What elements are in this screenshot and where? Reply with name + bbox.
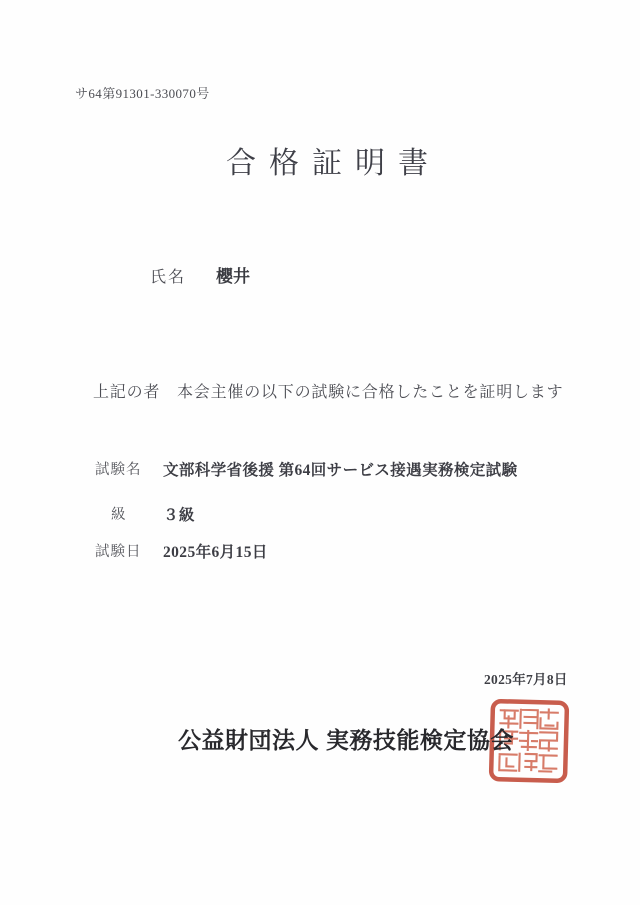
exam-date-value: 2025年6月15日 (163, 544, 268, 561)
organization-name: 公益財団法人 実務技能検定協会 (178, 727, 514, 753)
grade-row (95, 503, 575, 527)
exam-name-row (95, 458, 575, 482)
name-value: 櫻井 (216, 267, 251, 286)
exam-name-value: 文部科学省後援 第64回サービス接遇実務検定試験 (163, 462, 518, 479)
exam-date-label: 試験日 (95, 544, 142, 560)
certification-statement: 上記の者 本会主催の以下の試験に合格したことを証明します (93, 384, 564, 401)
grade-label: 級 (111, 507, 127, 523)
exam-date-row (95, 540, 575, 564)
name-label: 氏名 (150, 269, 187, 286)
certificate-title: 合格証明書 (226, 147, 441, 180)
name-row (150, 262, 250, 287)
exam-name-label: 試験名 (95, 462, 142, 478)
grade-value: ３級 (163, 507, 195, 524)
certificate-number: サ64第91301-330070号 (75, 86, 210, 101)
issue-date: 2025年7月8日 (484, 672, 568, 687)
